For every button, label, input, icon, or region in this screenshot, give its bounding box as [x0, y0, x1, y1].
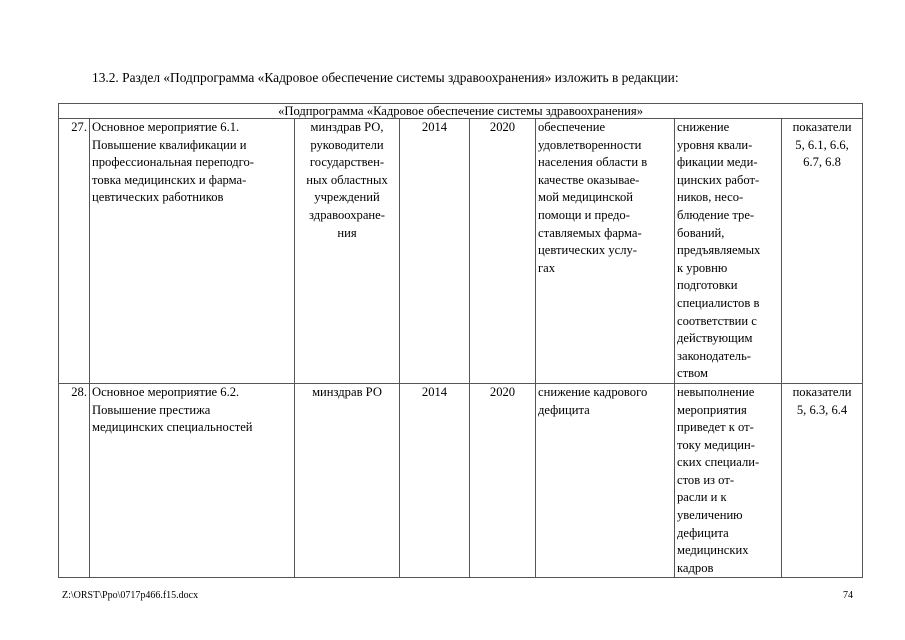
cell-line: блюдение тре- — [677, 207, 755, 222]
cell-line: учреждений — [314, 190, 380, 205]
table-row — [59, 383, 863, 578]
cell-line: подготовки — [677, 278, 738, 293]
cell-line: населения области в — [538, 155, 648, 170]
indicators-cell — [782, 119, 863, 384]
cell-line: мой медицинской — [538, 190, 634, 205]
executor-cell — [295, 383, 400, 578]
cell-line: обеспечение — [538, 120, 606, 134]
cell-line: 5, 6.1, 6.6, — [795, 137, 849, 152]
cell-line: ников, несо- — [677, 190, 744, 205]
cell-line: уровня квали- — [677, 137, 753, 152]
cell-line: минздрав РО, — [310, 120, 384, 134]
cell-line: руководители — [310, 137, 384, 152]
indicators-cell — [782, 383, 863, 578]
cell-line: действующим — [677, 331, 753, 346]
cell-line: 5, 6.3, 6.4 — [796, 402, 848, 417]
cell-line: дефицита — [677, 525, 729, 540]
cell-line: ством — [677, 366, 708, 381]
cell-line: невыполнение — [677, 384, 755, 399]
cell-line: увеличению — [677, 508, 743, 523]
cell-line: специалистов в — [677, 295, 760, 310]
cell-line: 6.7, 6.8 — [803, 155, 841, 170]
activity-cell — [90, 119, 295, 384]
cell-line: профессиональная переподго- — [92, 155, 254, 170]
cell-line: дефицита — [538, 402, 590, 417]
start-year-cell: 2014 — [400, 119, 470, 384]
row-number: 28. — [59, 383, 90, 578]
end-year-cell: 2020 — [470, 383, 536, 578]
cell-line: удовлетворенности — [538, 137, 642, 152]
program-table — [58, 103, 863, 578]
cell-line: товка медицинских и фарма- — [92, 172, 247, 187]
end-year-cell: 2020 — [470, 119, 536, 384]
cell-line: бований, — [677, 225, 725, 240]
cell-line: соответствии с — [677, 313, 757, 328]
cell-line: расли и к — [677, 490, 727, 505]
start-year-cell: 2014 — [400, 383, 470, 578]
cell-line: здравоохране- — [309, 207, 385, 222]
cell-line: ставляемых фарма- — [538, 225, 642, 240]
cell-line: помощи и предо- — [538, 207, 630, 222]
consequences-cell — [675, 119, 782, 384]
result-cell — [536, 119, 675, 384]
cell-line: ских специали- — [677, 455, 760, 470]
cell-line: стов из от- — [677, 472, 735, 487]
cell-line: качестве оказывае- — [538, 172, 640, 187]
cell-line: цинских работ- — [677, 172, 760, 187]
cell-line: цевтических услу- — [538, 243, 637, 258]
cell-line: цевтических работников — [92, 190, 224, 205]
section-header-row — [59, 104, 863, 119]
cell-line: показатели — [792, 384, 852, 399]
cell-line: государствен- — [309, 155, 385, 170]
row-number: 27. — [59, 119, 90, 384]
cell-line: минздрав РО — [312, 384, 382, 399]
cell-line: гах — [538, 260, 556, 275]
cell-line: предъявляемых — [677, 243, 761, 258]
cell-line: кадров — [677, 560, 714, 575]
cell-line: току медицин- — [677, 437, 755, 452]
result-cell — [536, 383, 675, 578]
table-row — [59, 119, 863, 384]
cell-line: ния — [337, 225, 357, 240]
cell-line: к уровню — [677, 260, 728, 275]
activity-cell — [90, 383, 295, 578]
cell-line: Повышение квалификации и — [92, 137, 247, 152]
page-number: 74 — [843, 590, 853, 601]
intro-text: 13.2. Раздел «Подпрограмма «Кадровое обеспечение системы здравоохранения» изложить в редакции: — [92, 70, 679, 85]
cell-line: приведет к от- — [677, 420, 754, 435]
consequences-cell — [675, 383, 782, 578]
section-header: «Подпрограмма «Кадровое обеспечение системы здравоохранения» — [59, 104, 863, 119]
cell-line: мероприятия — [677, 402, 747, 417]
cell-line: Повышение престижа — [92, 402, 211, 417]
cell-line: законодатель- — [677, 348, 751, 363]
cell-line: снижение кадрового — [538, 384, 648, 399]
footer-file-path: Z:\ORST\Ppo\0717p466.f15.docx — [62, 590, 199, 601]
cell-line: Основное мероприятие 6.2. — [92, 384, 240, 399]
cell-line: медицинских специальностей — [92, 420, 253, 435]
cell-line: фикации меди- — [677, 155, 758, 170]
cell-line: медицинских — [677, 543, 749, 558]
cell-line: Основное мероприятие 6.1. — [92, 120, 240, 134]
executor-cell — [295, 119, 400, 384]
cell-line: снижение — [677, 120, 730, 134]
cell-line: показатели — [792, 120, 852, 134]
cell-line: ных областных — [306, 172, 388, 187]
